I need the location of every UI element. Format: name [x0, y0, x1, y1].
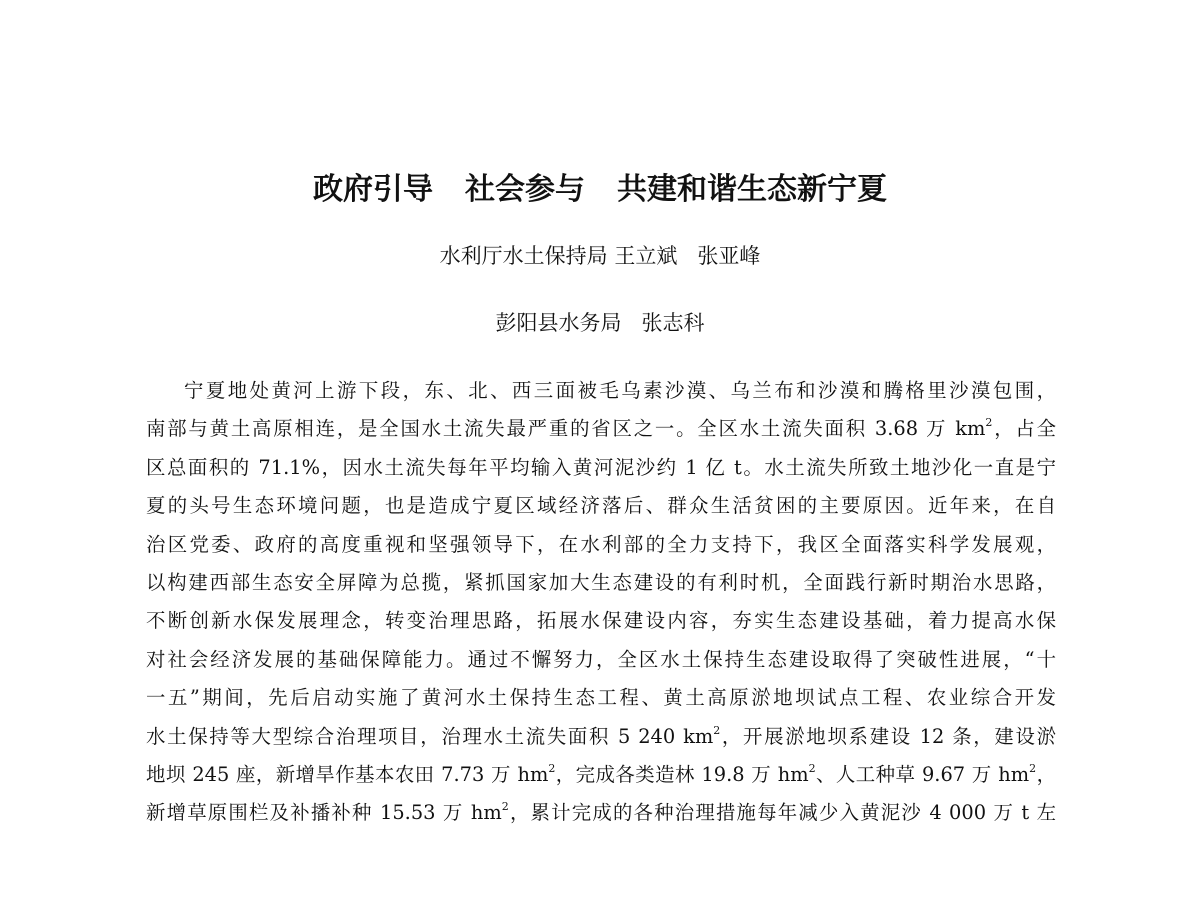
author-name-3: 张志科 [641, 311, 705, 335]
body-line-2 [146, 410, 1056, 448]
author-name-2: 张亚峰 [697, 244, 761, 268]
body-line-10 [146, 718, 1056, 756]
superscript: 2 [713, 723, 721, 737]
body-line-3: 区总面积的 71.1%，因水土流失每年平均输入黄河泥沙约 1 亿 t。水土流失所致土地沙化一直是宁 [146, 455, 1056, 479]
body-line-10-text-b: ，开展淤地坝系建设 12 条，建设淤 [720, 724, 1056, 748]
body-line-11-text-b: ，完成各类造林 19.8 万 hm [555, 762, 809, 786]
author-name-1: 王立斌 [614, 244, 678, 268]
title-part-3: 共建和谐生态新宁夏 [617, 172, 887, 207]
affiliation-1: 水利厅水土保持局 [439, 244, 608, 268]
superscript: 2 [808, 761, 816, 775]
superscript: 2 [985, 416, 993, 430]
body-line-1: 宁夏地处黄河上游下段，东、北、西三面被毛乌素沙漠、乌兰布和沙漠和腾格里沙漠包围， [184, 379, 1056, 402]
body-line-5: 治区党委、政府的高度重视和坚强领导下，在水利部的全力支持下，我区全面落实科学发展观， [146, 532, 1056, 556]
body-line-4: 夏的头号生态环境问题，也是造成宁夏区域经济落后、群众生活贫困的主要原因。近年来，在自 [146, 494, 1056, 518]
paper-title [0, 164, 1200, 208]
body-line-11-text-c: 、人工种草 9.67 万 hm [815, 762, 1030, 786]
body-line-11-text-d: ， [1036, 762, 1056, 786]
body-line-11 [146, 756, 1056, 794]
body-line-12-text-b: ，累计完成的各种治理措施每年减少入黄泥沙 4 000 万 t 左 [508, 801, 1056, 825]
body-line-2-text-b: ，占全 [992, 417, 1056, 441]
title-part-1: 政府引导 [313, 172, 433, 207]
body-line-2-text-a: 南部与黄土高原相连，是全国水土流失最严重的省区之一。全区水土流失面积 3.68 万 km [146, 417, 986, 441]
body-paragraph [146, 372, 1056, 833]
body-line-9: 一五”期间，先后启动实施了黄河水土保持生态工程、黄土高原淤地坝试点工程、农业综合开发 [146, 686, 1056, 710]
body-line-11-text-a: 地坝 245 座，新增旱作基本农田 7.73 万 hm [146, 762, 549, 786]
superscript: 2 [1029, 761, 1037, 775]
author-line-2 [0, 307, 1200, 337]
superscript: 2 [501, 800, 509, 814]
body-line-10-text-a: 水土保持等大型综合治理项目，治理水土流失面积 5 240 km [146, 724, 714, 748]
affiliation-2: 彭阳县水务局 [495, 311, 622, 335]
body-line-12-text-a: 新增草原围栏及补播补种 15.53 万 hm [146, 801, 502, 825]
body-line-12 [146, 794, 1056, 832]
author-line-1 [0, 240, 1200, 270]
superscript: 2 [548, 761, 556, 775]
body-line-7: 不断创新水保发展理念，转变治理思路，拓展水保建设内容，夯实生态建设基础，着力提高水保 [146, 609, 1056, 633]
body-line-8: 对社会经济发展的基础保障能力。通过不懈努力，全区水土保持生态建设取得了突破性进展，“十 [146, 647, 1056, 671]
title-part-2: 社会参与 [465, 172, 585, 207]
body-line-6: 以构建西部生态安全屏障为总揽，紧抓国家加大生态建设的有利时机，全面践行新时期治水思路， [146, 570, 1056, 594]
